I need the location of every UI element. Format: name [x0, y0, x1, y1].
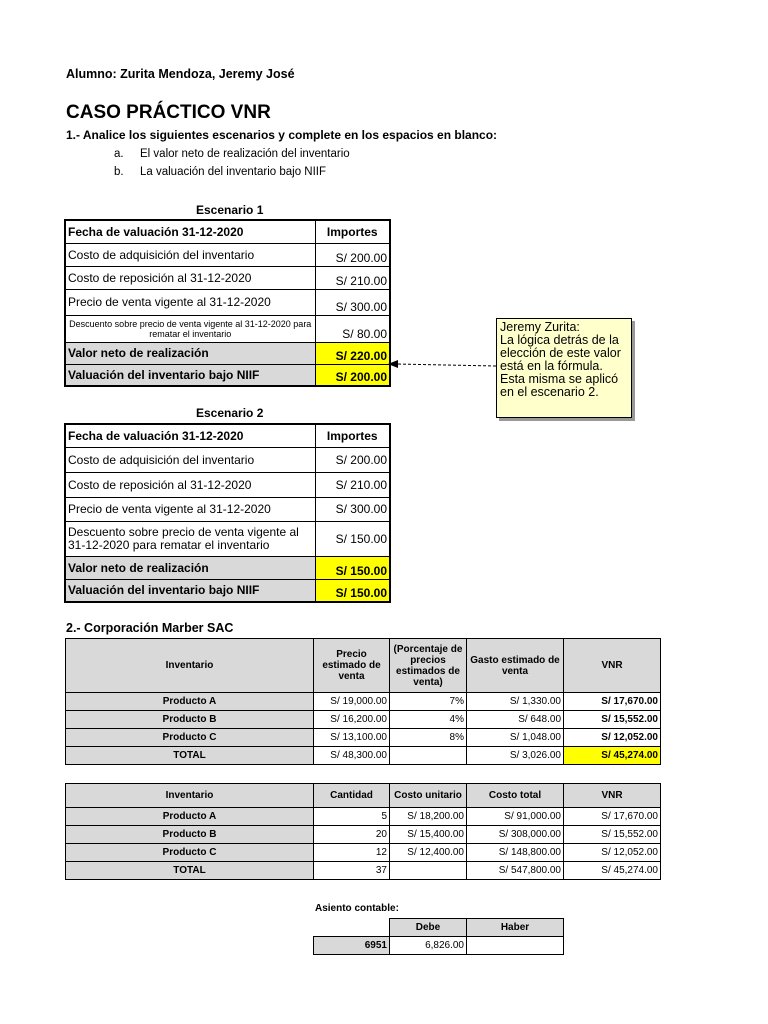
value-cell[interactable]: S/ 150.00 — [315, 521, 390, 556]
comment-arrow — [380, 355, 498, 375]
question-2: 2.- Corporación Marber SAC — [66, 621, 234, 635]
item-a-marker: a. — [114, 148, 124, 160]
expense-cell[interactable]: S/ 1,048.00 — [467, 729, 564, 747]
table-row — [65, 364, 390, 386]
header-cell: (Porcentaje de precios estimados de venta) — [390, 639, 467, 693]
header-cell: Fecha de valuación 31-12-2020 — [65, 220, 315, 243]
table-header-row — [66, 639, 661, 693]
item-b-text: La valuación del inventario bajo NIIF — [140, 166, 327, 178]
label-cell[interactable]: Costo de reposición al 31-12-2020 — [65, 266, 315, 289]
expense-cell[interactable]: S/ 648.00 — [467, 711, 564, 729]
percent-cell[interactable]: 7% — [390, 693, 467, 711]
table-total-row — [66, 862, 661, 880]
total-quantity[interactable]: 37 — [314, 862, 390, 880]
table-row — [66, 693, 661, 711]
label-cell[interactable]: Costo de adquisición del inventario — [65, 447, 315, 472]
total-cost-cell[interactable]: S/ 148,800.00 — [467, 844, 564, 862]
header-cell: Importes — [315, 424, 390, 447]
niif-value[interactable]: S/ 150.00 — [315, 579, 390, 602]
vnr-value[interactable]: S/ 150.00 — [315, 556, 390, 579]
header-cell — [314, 919, 390, 937]
total-expense[interactable]: S/ 3,026.00 — [467, 747, 564, 765]
unit-cost-cell[interactable]: S/ 18,200.00 — [390, 808, 467, 826]
table-row — [65, 289, 390, 315]
vnr-cell[interactable]: S/ 15,552.00 — [564, 711, 661, 729]
quantity-cell[interactable]: 5 — [314, 808, 390, 826]
table-row — [65, 579, 390, 602]
student-name: Alumno: Zurita Mendoza, Jeremy José — [66, 67, 295, 81]
header-cell: Inventario — [66, 784, 314, 808]
header-cell: Precio estimado de venta — [314, 639, 390, 693]
scenario-1-table — [64, 219, 391, 387]
table-total-row — [66, 747, 661, 765]
quantity-cell[interactable]: 12 — [314, 844, 390, 862]
asiento-caption: Asiento contable: — [315, 903, 399, 914]
quantity-cell[interactable]: 20 — [314, 826, 390, 844]
table-header-row — [66, 784, 661, 808]
header-cell: VNR — [564, 784, 661, 808]
label-cell[interactable]: Descuento sobre precio de venta vigente al 31-12-2020 para rematar el inventario — [65, 521, 315, 556]
label-cell[interactable]: Precio de venta vigente al 31-12-2020 — [65, 289, 315, 315]
product-cell[interactable]: Producto C — [66, 844, 314, 862]
unit-cost-cell[interactable]: S/ 15,400.00 — [390, 826, 467, 844]
vnr-cell[interactable]: S/ 17,670.00 — [564, 808, 661, 826]
niif-label[interactable]: Valuación del inventario bajo NIIF — [65, 364, 315, 386]
question-1: 1.- Analice los siguientes escenarios y complete en los espacios en blanco: — [66, 128, 498, 142]
percent-cell[interactable]: 4% — [390, 711, 467, 729]
header-cell: Costo unitario — [390, 784, 467, 808]
vnr-table — [65, 638, 661, 765]
value-cell[interactable]: S/ 210.00 — [315, 472, 390, 497]
value-cell[interactable]: S/ 200.00 — [315, 243, 390, 266]
table-row — [65, 266, 390, 289]
vnr-value[interactable]: S/ 220.00 — [315, 342, 390, 364]
page-title: CASO PRÁCTICO VNR — [66, 102, 271, 123]
header-cell: Haber — [467, 919, 564, 937]
header-cell: Debe — [390, 919, 467, 937]
debe-cell[interactable]: 6,826.00 — [390, 937, 467, 955]
item-b-marker: b. — [114, 166, 124, 178]
niif-value[interactable]: S/ 200.00 — [315, 364, 390, 386]
table-row — [66, 826, 661, 844]
header-cell: Importes — [315, 220, 390, 243]
product-cell[interactable]: Producto A — [66, 808, 314, 826]
table-row — [66, 711, 661, 729]
price-cell[interactable]: S/ 13,100.00 — [314, 729, 390, 747]
vnr-label[interactable]: Valor neto de realización — [65, 342, 315, 364]
price-cell[interactable]: S/ 16,200.00 — [314, 711, 390, 729]
label-cell[interactable]: Costo de adquisición del inventario — [65, 243, 315, 266]
asiento-table — [313, 918, 564, 955]
table-header-row — [314, 919, 564, 937]
table-row — [314, 937, 564, 955]
value-cell[interactable]: S/ 300.00 — [315, 289, 390, 315]
product-cell[interactable]: Producto B — [66, 826, 314, 844]
table-row — [65, 447, 390, 472]
haber-cell[interactable] — [467, 937, 564, 955]
total-cost[interactable]: S/ 547,800.00 — [467, 862, 564, 880]
value-cell[interactable]: S/ 300.00 — [315, 497, 390, 521]
table-row — [65, 521, 390, 556]
total-label[interactable]: TOTAL — [66, 862, 314, 880]
cost-table — [65, 783, 661, 880]
value-cell[interactable]: S/ 80.00 — [315, 315, 390, 342]
cell-comment[interactable] — [496, 318, 632, 418]
value-cell[interactable]: S/ 200.00 — [315, 447, 390, 472]
percent-cell[interactable]: 8% — [390, 729, 467, 747]
unit-cost-cell[interactable]: S/ 12,400.00 — [390, 844, 467, 862]
total-vnr[interactable]: S/ 45,274.00 — [564, 747, 661, 765]
product-cell[interactable]: Producto A — [66, 693, 314, 711]
label-cell[interactable]: Costo de reposición al 31-12-2020 — [65, 472, 315, 497]
table-row — [65, 497, 390, 521]
header-cell: Inventario — [66, 639, 314, 693]
vnr-label[interactable]: Valor neto de realización — [65, 556, 315, 579]
total-unit-cost[interactable] — [390, 862, 467, 880]
comment-text: Jeremy Zurita: La lógica detrás de la elección de este valor está en la fórmula. Esta misma se aplicó en el escenario 2. — [500, 320, 621, 399]
total-vnr[interactable]: S/ 45,274.00 — [564, 862, 661, 880]
value-cell[interactable]: S/ 210.00 — [315, 266, 390, 289]
header-cell: Cantidad — [314, 784, 390, 808]
table-row — [65, 243, 390, 266]
vnr-cell[interactable]: S/ 12,052.00 — [564, 729, 661, 747]
vnr-cell[interactable]: S/ 15,552.00 — [564, 826, 661, 844]
total-price[interactable]: S/ 48,300.00 — [314, 747, 390, 765]
vnr-cell[interactable]: S/ 17,670.00 — [564, 693, 661, 711]
vnr-cell[interactable]: S/ 12,052.00 — [564, 844, 661, 862]
table-row — [66, 729, 661, 747]
header-cell: Fecha de valuación 31-12-2020 — [65, 424, 315, 447]
header-cell: VNR — [564, 639, 661, 693]
table-row — [65, 315, 390, 342]
expense-cell[interactable]: S/ 1,330.00 — [467, 693, 564, 711]
item-a-text: El valor neto de realización del inventario — [140, 148, 350, 160]
niif-label[interactable]: Valuación del inventario bajo NIIF — [65, 579, 315, 602]
total-label[interactable]: TOTAL — [66, 747, 314, 765]
product-cell[interactable]: Producto B — [66, 711, 314, 729]
table-row — [65, 556, 390, 579]
label-cell[interactable]: Precio de venta vigente al 31-12-2020 — [65, 497, 315, 521]
scenario-1-caption: Escenario 1 — [196, 203, 264, 217]
label-cell[interactable]: Descuento sobre precio de venta vigente al 31-12-2020 para rematar el inventario — [65, 315, 315, 342]
scenario-2-caption: Escenario 2 — [196, 406, 264, 420]
header-cell: Gasto estimado de venta — [467, 639, 564, 693]
total-cost-cell[interactable]: S/ 308,000.00 — [467, 826, 564, 844]
account-cell[interactable]: 6951 — [314, 937, 390, 955]
price-cell[interactable]: S/ 19,000.00 — [314, 693, 390, 711]
table-row — [65, 342, 390, 364]
table-row — [65, 472, 390, 497]
total-cost-cell[interactable]: S/ 91,000.00 — [467, 808, 564, 826]
table-row — [65, 220, 390, 243]
scenario-2-table — [64, 423, 391, 603]
total-percent[interactable] — [390, 747, 467, 765]
table-row — [65, 424, 390, 447]
product-cell[interactable]: Producto C — [66, 729, 314, 747]
table-row — [66, 808, 661, 826]
header-cell: Costo total — [467, 784, 564, 808]
table-row — [66, 844, 661, 862]
